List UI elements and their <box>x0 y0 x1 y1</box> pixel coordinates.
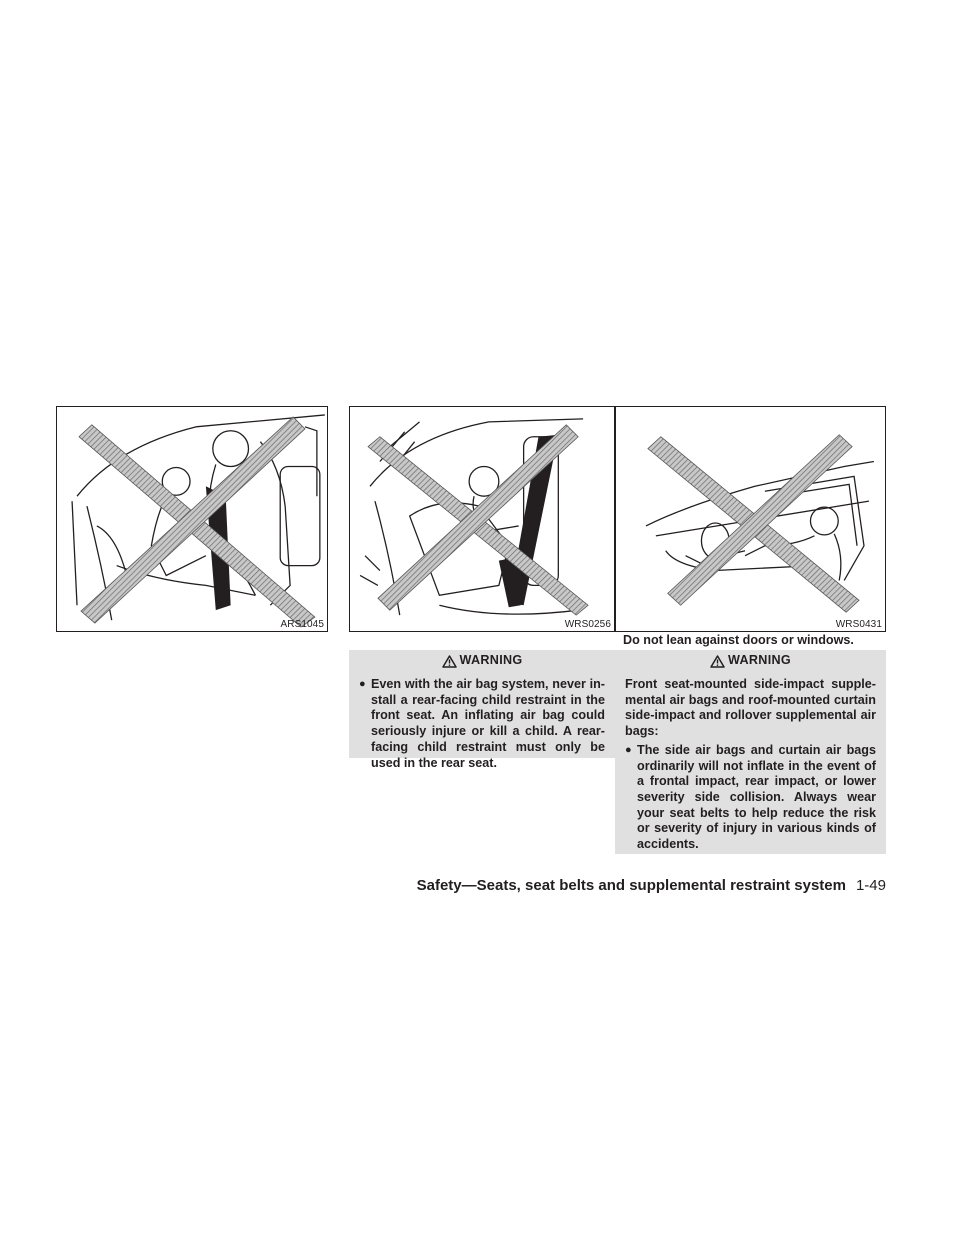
footer-section-title: Safety—Seats, seat belts and supplemental restraint system <box>416 877 846 894</box>
figure-caption: Do not lean against doors or windows. <box>623 633 854 647</box>
figure-code: WRS0256 <box>564 619 611 630</box>
warning-bullet <box>359 677 605 771</box>
warning-box-side-air-bags <box>615 650 886 854</box>
warning-intro: Front seat-mounted side-impact supple-mental air bags and roof-mounted curtain side-impact and rollover supplemental air bags: <box>625 677 876 739</box>
warning-triangle-icon <box>710 655 725 668</box>
figure-code: WRS0431 <box>835 619 882 630</box>
warning-bullet-text: The side air bags and curtain air bags ordinarily will not inflate in the event of a frontal impact, rear impact, or lower severity side collision. Always wear your seat belts to help reduce the risk or severity of injury in various kinds of accidents. <box>637 742 876 852</box>
page-number: 1-49 <box>855 877 886 894</box>
rear-facing-child-seat-illustration <box>350 407 614 631</box>
warning-bullet-text: Even with the air bag system, never in-stall a rear-facing child restraint in the front seat. An inflating air bag could seriously injure or kill a child. A rear-facing child restraint must only be used in the rear seat. <box>371 677 605 770</box>
bullet-icon: ● <box>359 678 366 690</box>
warning-title: WARNING <box>728 653 791 668</box>
warning-bullet <box>625 743 876 853</box>
leaning-on-door-illustration <box>616 407 885 631</box>
warning-header <box>615 650 886 672</box>
figure-leaning-on-door <box>615 406 886 632</box>
warning-title: WARNING <box>459 653 523 668</box>
warning-header <box>349 650 615 672</box>
bullet-icon: ● <box>625 743 632 756</box>
warning-triangle-icon <box>442 655 457 668</box>
warning-box-air-bag-child-seat <box>349 650 615 770</box>
figure-code: ARS1045 <box>280 619 324 630</box>
figure-child-on-lap <box>56 406 328 632</box>
page-footer <box>417 877 886 894</box>
figure-rear-facing-child-seat <box>349 406 615 632</box>
child-on-lap-illustration <box>57 407 327 631</box>
